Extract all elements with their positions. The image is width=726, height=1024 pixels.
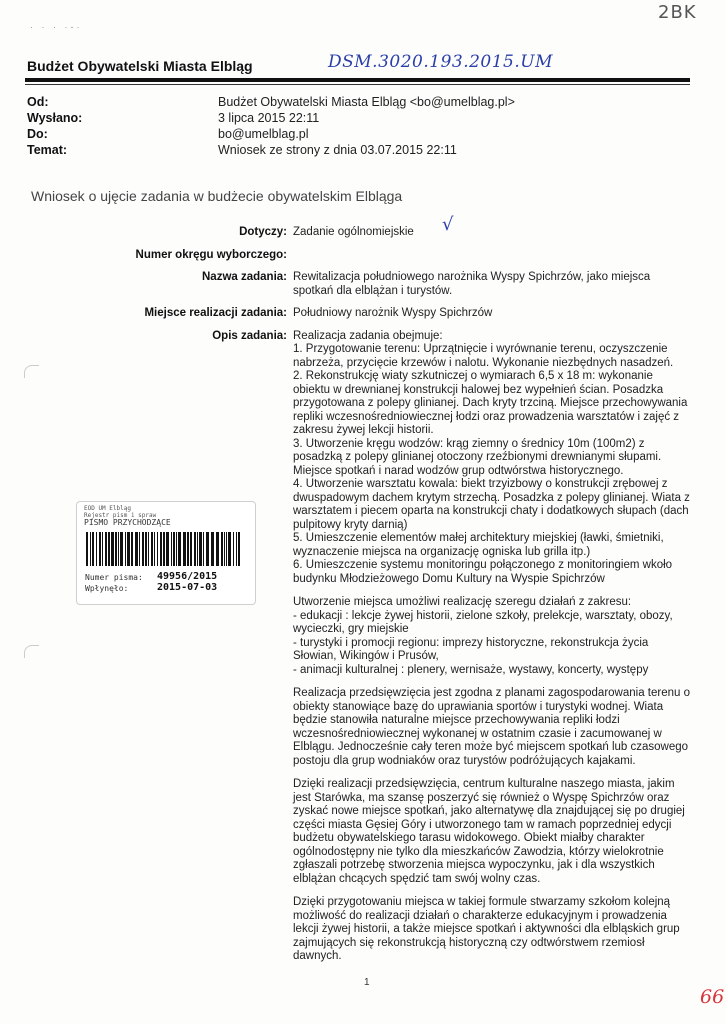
barcode-bar [211,532,214,566]
barcode-bar [148,532,149,566]
barcode-bar [199,532,202,566]
description-paragraph: Dzięki przygotowaniu miejsca w takiej formule stwarzamy szkołom kolejną możliwość do realizacji działań o charakterze edukacyjnym i prowadzenia lekcji żywej historii, a także miejsce spotkań i aktywności dla elbląskich grup zajmujących się rekonstrukcją historyczną czy odtwórstwem rzemiosł dawnych. [293,896,680,962]
punch-hole-mark [24,645,39,658]
email-value-from: Budżet Obywatelski Miasta Elbląg <bo@umelblag.pl> [218,95,515,109]
barcode [86,532,244,566]
top-scribble: · · · ·-· [30,22,83,32]
barcode-bar [105,532,107,566]
barcode-bar [99,532,101,566]
field-value-description [293,330,693,974]
barcode-bar [171,532,172,566]
field-label: Numer okręgu wyborczego: [135,248,287,261]
barcode-bar [145,532,147,566]
field-label: Dotyczy: [239,226,287,238]
barcode-bar [151,532,153,566]
email-label: Do: [27,127,48,141]
barcode-bar [236,532,237,566]
page-number: 1 [364,977,370,988]
email-headers [27,94,627,158]
barcode-bar [139,532,140,566]
barcode-bar [96,532,97,566]
field-dotyczy [60,226,700,240]
header-rule [25,78,690,82]
form-title: Wniosek o ujęcie zadania w budżecie obywatelskim Elbląga [31,188,403,204]
barcode-bar [226,532,227,566]
barcode-bar [154,532,155,566]
barcode-bar [228,532,231,566]
barcode-bar [131,532,133,566]
barcode-bar [203,532,204,566]
barcode-bar [135,532,138,566]
barcode-bar [233,532,234,566]
email-row-subject [27,142,627,158]
description-paragraph: Utworzenie miejsca umożliwi realizację szeregu działań z zakresu: - edukacji : lekcje żywej historii, zielone szkoły, prelekcje, warsztaty, obozy, wycieczki, gry miejskie - turystyki i promocji regionu: imprezy historyczne, rekonstrukcja życia Słowian, Wikingów i Prusów, - animacji kulturalnej : plenery, wernisaże, wystawy, koncerty, występy [293,596,673,676]
barcode-bar [115,532,117,566]
header-rule-thin [25,84,690,85]
description-paragraph: Realizacja przedsięwzięcia jest zgodna z planami zagospodarowania terenu o obiekty stanowiące bazę do uprawiania sportów i turystyki wodnej. Wiata będzie stanowiła naturalne miejsce przechowywania repliki łodzi wczesnośredniowiecznej wykonanej w ostatnim czasie i zacumowanej w Elblągu. Jednocześnie cały teren może być miejscem spotkań lub czasowego postoju dla grup wodniaków oraz turystów podróżujących kajakami. [293,687,690,767]
barcode-bar [160,532,162,566]
sticker-type: PISMO PRZYCHODZĄCE [84,518,171,527]
barcode-bar [178,532,181,566]
handwritten-reference-number: DSM.3020.193.2015.UM [328,52,554,72]
email-row-sent [27,110,627,126]
barcode-bar [173,532,175,566]
field-label: Miejsce realizacji zadania: [144,307,287,319]
sticker-office-line: Rejestr pism i spraw [84,512,157,519]
field-value [293,249,693,263]
email-label: Wysłano: [27,111,83,125]
field-opis [60,330,700,974]
sticker-date-label: Wpłynęło: [85,584,129,593]
header-title: Budżet Obywatelski Miasta Elbląg [27,58,253,74]
sticker-number-label: Numer pisma: [85,573,143,582]
barcode-bar [125,532,126,566]
barcode-bar [86,532,88,566]
email-row-to [27,126,627,142]
barcode-bar [157,532,158,566]
barcode-bar [238,532,240,566]
field-value: Zadanie ogólnomiejskie [293,226,414,238]
barcode-bar [90,532,91,566]
punch-hole-mark [24,365,39,378]
barcode-bar [197,532,198,566]
barcode-bar [127,532,130,566]
barcode-bar [102,532,103,566]
email-label: Od: [27,95,49,109]
sticker-date-value: 2015-07-03 [157,582,218,593]
barcode-bar [163,532,165,566]
email-value-subject: Wniosek ze strony z dnia 03.07.2015 22:11 [218,143,457,157]
handwritten-tick: √ [442,214,454,235]
barcode-bar [120,532,123,566]
handwritten-page-mark: 66 [700,986,725,1008]
barcode-bar [176,532,177,566]
sticker-office [84,505,156,519]
email-row-from [27,94,627,110]
description-paragraph: Dzięki realizacji przedsięwzięcia, centrum kulturalne naszego miasta, jakim jest Starówka, ma szansę poszerzyć się również o Wyspę Spichrzów oraz zyskać nowe miejsce spotkań, jako alternatywę dla znajdującej się po drugiej części miasta Gęsiej Góry i utworzonego tam w ramach poprzedniej edycji budżetu obywatelskiego tarasu widokowego. Obiekt miałby charakter ogólnodostępny nie tylko dla mieszkańców Zawodzia, którzy wielokrotnie zgłaszali potrzebę stworzenia miejsca wypoczynku, jak i dla wszystkich elblążan chcących spędzić tam swój wolny czas. [293,778,685,885]
email-value-to: bo@umelblag.pl [218,127,309,141]
barcode-bar [216,532,219,566]
barcode-bar [108,532,110,566]
sticker-office-line: EOD UM Elbląg [84,505,131,512]
description-paragraph: Realizacja zadania obejmuje: 1. Przygotowanie terenu: Uprzątnięcie i wyrównanie terenu, oczyszczenie nabrzeża, przycięcie krzewów i nalotu. Wykonanie niezbędnych nasadzeń. 2. Rekonstrukcję wiaty szkutniczej o wymiarach 6,5 x 18 m: wykonanie obiektu w drewnianej konstrukcji halowej bez wypełnień ścian. Posadzka przygotowana z polepy glinianej. Dach kryty trzciną. Miejsce przechowywania repliki wczesnośredniowiecznej łodzi oraz prowadzenia warsztatów i zajęć z zakresu żywej lekcji historii. 3. Utworzenie kręgu wodzów: krąg ziemny o średnicy 10m (100m2) z posadzką z polepy glinianej otoczony rzeźbionymi drewnianymi słupami. Miejsce spotkań i narad wodzów grup odtwórstwa historycznego. 4. Utworzenie warsztatu kowala: biekt trzyizbowy o konstrukcji zrębowej z dwuspadowym dachem krytym strzechą. Posadzka z polepy glinianej. Wiata z warsztatem i piecem oparta na konstrukcji chaty i dodatkowych słupach (dach pulpitowy kryty darnią) 5. Umieszczenie elementów małej architektury miejskiej (ławki, śmietniki, wyznaczenie miejsca na organizację ogniska lub grilla itp.) 6. Umieszczenie systemu monitoringu połączonego z monitoringiem wkoło budynku Młodzieżowego Domu Kultury na Wyspie Spichrzów [293,329,690,585]
field-value: Rewitalizacja południowego narożnika Wyspy Spichrzów, jako miejsca spotkań dla elblążan i turystów. [293,271,651,297]
field-okreg [60,249,700,263]
field-value: Południowy narożnik Wyspy Spichrzów [293,307,493,319]
barcode-bar [206,532,209,566]
barcode-bar [183,532,186,566]
field-miejsce [60,307,700,321]
barcode-bar [190,532,192,566]
field-label: Opis zadania: [212,329,287,342]
barcode-bar [187,532,189,566]
field-label: Nazwa zadania: [202,271,287,283]
field-nazwa [60,271,700,298]
sticker-number-value: 49956/2015 [157,571,218,582]
barcode-bar [142,532,144,566]
barcode-bar [118,532,119,566]
barcode-bar [166,532,169,566]
email-label: Temat: [27,143,68,157]
barcode-bar [224,532,225,566]
email-value-sent: 3 lipca 2015 22:11 [218,111,320,125]
barcode-bar [111,532,114,566]
barcode-bar [194,532,196,566]
registry-sticker [76,501,256,605]
barcode-bar [92,532,94,566]
corner-handwritten-code: 2BK [658,2,697,23]
barcode-bar [221,532,223,566]
